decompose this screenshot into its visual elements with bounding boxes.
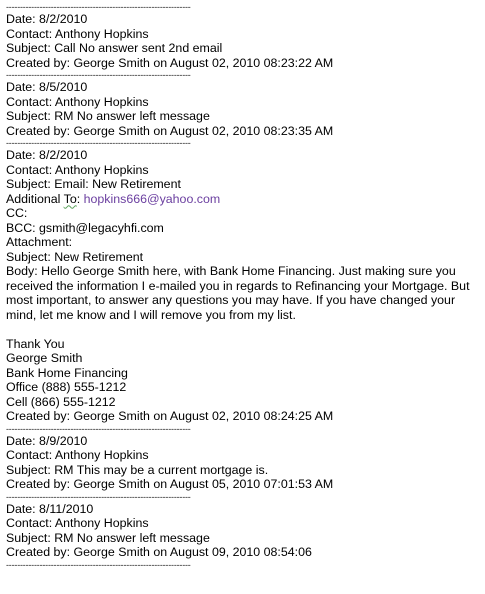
entry-created: Created by: George Smith on August 05, 2010 07:01:53 AM — [6, 477, 334, 491]
entry-subject: Subject: Email: New Retirement — [6, 177, 181, 191]
log-entry — [6, 434, 481, 492]
separator: ------------------------------------------------------------------ — [6, 70, 191, 80]
additional-to-row — [6, 192, 481, 207]
signature-name: George Smith — [6, 351, 83, 365]
signoff: Thank You — [6, 336, 65, 351]
separator: ------------------------------------------------------------------ — [6, 423, 191, 434]
entry-date: Date: 8/11/2010 — [6, 501, 94, 516]
entry-subject: Subject: Call No answer sent 2nd email — [6, 41, 223, 55]
separator: ------------------------------------------------------------------ — [6, 491, 191, 502]
entry-date: Date: 8/5/2010 — [6, 80, 88, 94]
entry-contact: Contact: Anthony Hopkins — [6, 516, 149, 530]
email-body: Body: Hello George Smith here, with Bank Home Financing. Just making sure you received the information I e-mailed you in regards to Refinancing your Mortgage. But most important, to answer any questions you may have. If you have changed your mind, let me know and I will remove you from my list. — [6, 264, 470, 322]
entry-subject: Subject: RM No answer left message — [6, 109, 210, 123]
recipient-email-link[interactable]: hopkins666@yahoo.com — [83, 191, 221, 206]
entry-created: Created by: George Smith on August 09, 2010 08:54:06 — [6, 545, 312, 559]
to-label: To — [63, 191, 77, 206]
entry-date: Date: 8/9/2010 — [6, 433, 88, 448]
signature-office-phone: Office (888) 555-1212 — [6, 380, 127, 394]
separator: ------------------------------------------------------------------ — [6, 138, 191, 148]
separator: ------------------------------------------------------------------ — [6, 559, 191, 570]
cc-row: CC: — [6, 206, 28, 220]
entry-subject: Subject: RM This may be a current mortgage is. — [6, 462, 269, 477]
entry-contact: Contact: Anthony Hopkins — [6, 94, 149, 109]
additional-label: Additional — [6, 191, 64, 206]
activity-log — [6, 2, 481, 570]
log-entry — [6, 502, 481, 560]
blank-line — [6, 322, 481, 337]
colon: : — [76, 191, 84, 206]
entry-date: Date: 8/2/2010 — [6, 148, 88, 162]
entry-date: Date: 8/2/2010 — [6, 12, 88, 26]
entry-subject: Subject: RM No answer left message — [6, 530, 210, 545]
email-subject: Subject: New Retirement — [6, 249, 144, 264]
entry-contact: Contact: Anthony Hopkins — [6, 162, 149, 177]
log-entry-email — [6, 148, 481, 424]
entry-created: Created by: George Smith on August 02, 2010 08:23:22 AM — [6, 55, 334, 70]
attachment-row: Attachment: — [6, 235, 73, 249]
entry-contact: Contact: Anthony Hopkins — [6, 26, 149, 41]
entry-contact: Contact: Anthony Hopkins — [6, 448, 149, 462]
entry-created: Created by: George Smith on August 02, 2010 08:23:35 AM — [6, 123, 334, 138]
separator: ------------------------------------------------------------------ — [6, 2, 191, 12]
signature-cell-phone: Cell (866) 555-1212 — [6, 394, 116, 409]
log-entry — [6, 80, 481, 138]
log-entry — [6, 12, 481, 70]
signature-company: Bank Home Financing — [6, 365, 128, 380]
bcc-row: BCC: gsmith@legacyhfi.com — [6, 220, 164, 235]
entry-created: Created by: George Smith on August 02, 2010 08:24:25 AM — [6, 409, 334, 423]
